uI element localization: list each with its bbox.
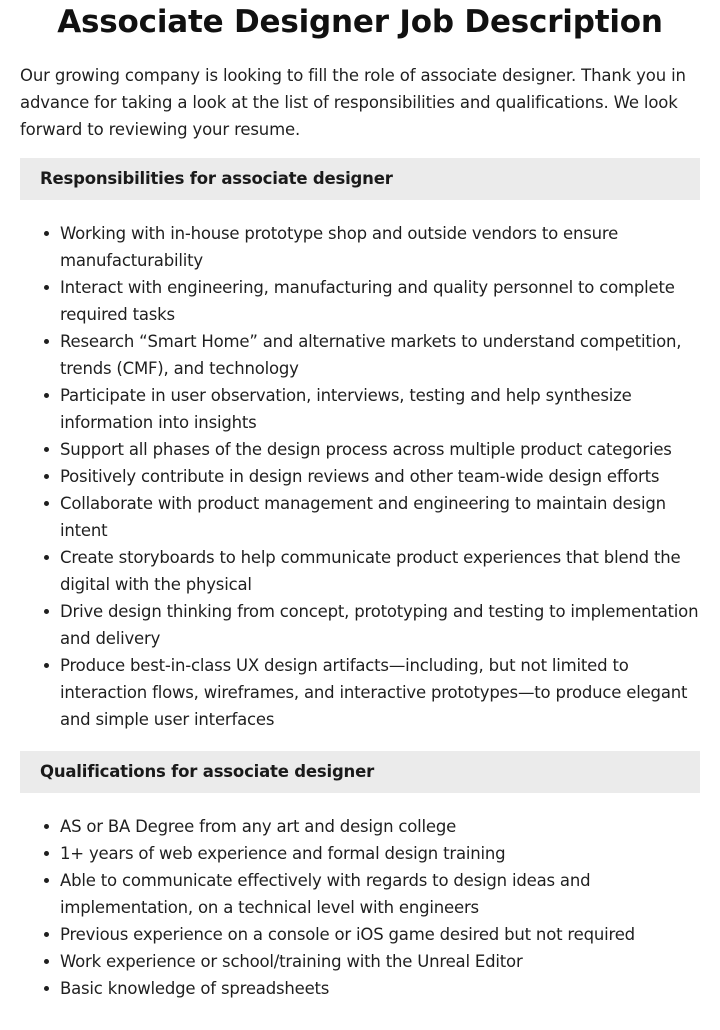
responsibilities-list [20, 220, 700, 733]
list-item: Create storyboards to help communicate product experiences that blend the digital with the physical [60, 544, 700, 598]
page-title: Associate Designer Job Description [57, 4, 663, 40]
list-item: Previous experience on a console or iOS game desired but not required [60, 921, 700, 948]
list-item: Positively contribute in design reviews and other team-wide design efforts [60, 463, 700, 490]
list-item: Interact with engineering, manufacturing and quality personnel to complete required tasks [60, 274, 700, 328]
qualifications-list [20, 813, 700, 1002]
list-item: Drive design thinking from concept, prototyping and testing to implementation and delivery [60, 598, 700, 652]
list-item: Basic knowledge of spreadsheets [60, 975, 700, 1002]
list-item: Collaborate with product management and engineering to maintain design intent [60, 490, 700, 544]
list-item: Research “Smart Home” and alternative markets to understand competition, trends (CMF), and technology [60, 328, 700, 382]
list-item: Working with in-house prototype shop and outside vendors to ensure manufacturability [60, 220, 700, 274]
intro-paragraph: Our growing company is looking to fill the role of associate designer. Thank you in advance for taking a look at the list of responsibilities and qualifications. We look forward to reviewing your resume. [20, 66, 686, 139]
list-item: Participate in user observation, interviews, testing and help synthesize information into insights [60, 382, 700, 436]
responsibilities-heading: Responsibilities for associate designer [20, 158, 700, 200]
qualifications-heading: Qualifications for associate designer [20, 751, 700, 793]
list-item: AS or BA Degree from any art and design college [60, 813, 700, 840]
list-item: Support all phases of the design process across multiple product categories [60, 436, 700, 463]
list-item: Work experience or school/training with the Unreal Editor [60, 948, 700, 975]
list-item: 1+ years of web experience and formal design training [60, 840, 700, 867]
list-item: Able to communicate effectively with regards to design ideas and implementation, on a technical level with engineers [60, 867, 700, 921]
list-item: Produce best-in-class UX design artifacts—including, but not limited to interaction flows, wireframes, and interactive prototypes—to produce elegant and simple user interfaces [60, 652, 700, 733]
